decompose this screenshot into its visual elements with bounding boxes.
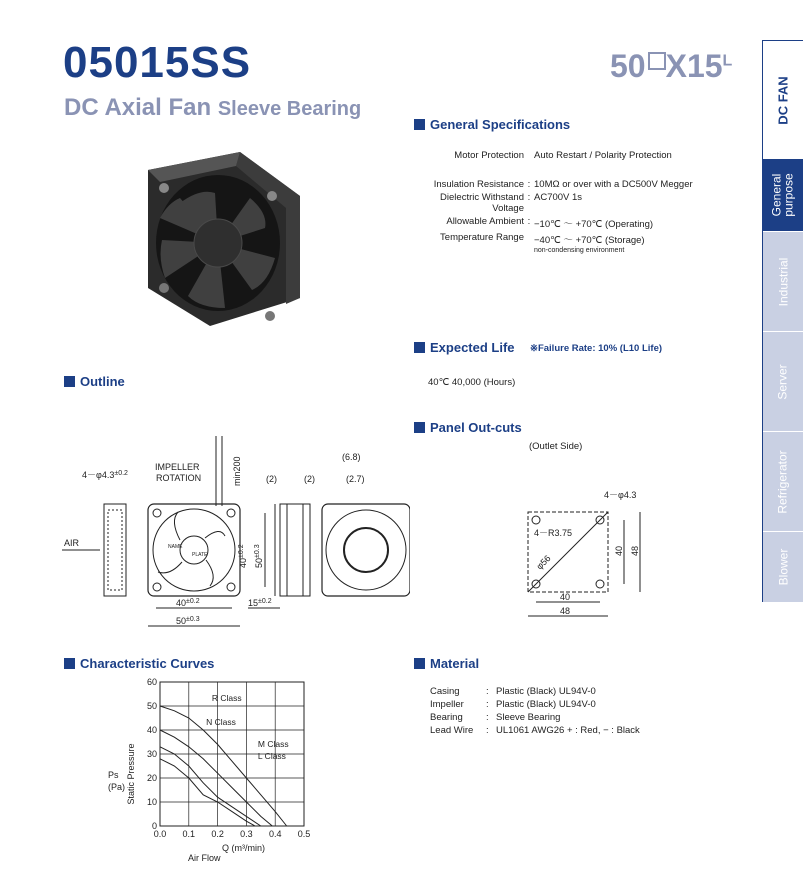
- x-tick-label: 0.4: [268, 829, 282, 839]
- x-tick-label: 0.3: [240, 829, 253, 839]
- panel-side-label: (Outlet Side): [529, 441, 583, 452]
- fan-product-image: [140, 148, 310, 338]
- panel-40v-label: 40: [614, 545, 624, 556]
- characteristic-chart: [100, 674, 340, 874]
- panel-hole-label: 4－φ4.3: [604, 490, 637, 500]
- product-type: DC Axial Fan: [64, 94, 212, 121]
- category-sidebar: [762, 40, 803, 602]
- general-spec-heading: General Specifications: [414, 117, 570, 132]
- dim-2b-label: (2): [304, 474, 315, 484]
- y-tick-label: 10: [146, 797, 157, 807]
- material-row: Casing : Plastic (Black) UL94V-0: [430, 686, 596, 697]
- tab-blower[interactable]: Blower: [763, 531, 803, 602]
- chart-xlabel: Q (m³/min): [222, 843, 265, 853]
- dim-68-label: (6.8): [342, 452, 361, 462]
- name-label: NAME: [168, 544, 183, 550]
- chart-pa: (Pa): [108, 782, 126, 792]
- expected-life-value: 40℃ 40,000 (Hours): [428, 377, 516, 388]
- dim-40v-label: $40^{\pm 0.2}$: [238, 544, 248, 568]
- dim-15-label: $15^{\pm 0.2}$: [248, 598, 272, 608]
- x-tick-label: 0.2: [211, 829, 224, 839]
- y-tick-label: 0: [151, 821, 157, 831]
- size-depth: X15: [665, 48, 723, 84]
- panel-outcut-drawing: [500, 484, 660, 624]
- material-table: [430, 686, 640, 736]
- dim-50v-label: $50^{\pm 0.3}$: [254, 544, 264, 568]
- y-tick-label: 40: [146, 725, 157, 735]
- square-icon: [648, 52, 666, 70]
- series-line-3: [160, 759, 255, 826]
- rotation-label: ROTATION: [156, 473, 202, 483]
- tab-server[interactable]: Server: [763, 331, 803, 432]
- tab-industrial[interactable]: Industrial: [763, 231, 803, 332]
- panel-48h-label: 48: [560, 606, 571, 616]
- tab-general-purpose[interactable]: General purpose: [763, 159, 803, 231]
- series-line-2: [160, 747, 261, 826]
- size-width: 50: [610, 48, 646, 84]
- chart-ps: Ps: [108, 770, 119, 780]
- outline-heading: Outline: [64, 374, 125, 389]
- x-tick-label: 0.1: [182, 829, 196, 839]
- impeller-label: IMPELLER: [155, 462, 200, 472]
- chart-xsub: Air Flow: [188, 853, 221, 863]
- chart-series: [160, 693, 289, 826]
- series-label-3: L Class: [257, 750, 286, 761]
- expected-life-note: ※Failure Rate: 10% (L10 Life): [530, 343, 663, 354]
- size-label: [610, 48, 732, 85]
- y-tick-label: 60: [146, 677, 157, 687]
- curves-heading: Characteristic Curves: [64, 656, 214, 671]
- tab-refrigerator[interactable]: Refrigerator: [763, 431, 803, 532]
- spec-row: Motor Protection Auto Restart / Polarity Protection: [454, 150, 672, 161]
- bearing-type: Sleeve Bearing: [217, 98, 362, 120]
- spec-row: Temperature Range −40℃ ～ +70℃ (Storage): [440, 232, 645, 246]
- air-label: AIR: [64, 538, 80, 548]
- panel-40h-label: 40: [560, 592, 571, 602]
- material-row: Bearing : Sleeve Bearing: [430, 712, 561, 723]
- spec-note: non-condensing environment: [534, 247, 625, 254]
- outline-drawing: [60, 436, 410, 636]
- series-label-1: N Class: [206, 717, 236, 728]
- panel-phi-label: φ56: [534, 553, 553, 572]
- series-label-2: M Class: [257, 738, 289, 749]
- panel-outcuts-heading: Panel Out-cuts: [414, 420, 522, 435]
- spec-row: Allowable Ambient : −10℃ ～ +70℃ (Operating): [446, 216, 654, 230]
- panel-radius-label: 4－R3.75: [534, 528, 573, 538]
- panel-48v-label: 48: [630, 545, 640, 556]
- size-suffix: L: [722, 52, 733, 70]
- general-spec-table: [414, 150, 693, 254]
- chart-ylabel: Static Pressure: [126, 743, 136, 805]
- material-heading: Material: [414, 656, 479, 671]
- x-tick-label: 0.5: [297, 829, 311, 839]
- min200-label: min200: [232, 456, 242, 486]
- plate-label: PLATE: [192, 552, 208, 558]
- expected-life-heading: Expected Life: [414, 340, 515, 355]
- material-row: Lead Wire : UL1061 AWG26 + : Red, − : Black: [430, 725, 640, 736]
- series-label-0: R Class: [211, 693, 242, 704]
- material-row: Impeller : Plastic (Black) UL94V-0: [430, 699, 596, 710]
- outline-hole-label: $4-\varphi 4.3^{\pm 0.2}$: [82, 470, 128, 480]
- spec-row: Insulation Resistance : 10MΩ or over with a DC500V Megger: [433, 179, 693, 190]
- y-tick-label: 30: [146, 749, 157, 759]
- dim-50-label: $50^{\pm 0.3}$: [176, 616, 200, 626]
- dim-27-label: (2.7): [346, 474, 365, 484]
- dim-2a-label: (2): [266, 474, 277, 484]
- product-title: [64, 94, 361, 122]
- spec-row: Dielectric Withstand Voltage : AC700V 1s: [440, 192, 583, 214]
- y-tick-label: 50: [146, 701, 157, 711]
- x-tick-label: 0.0: [153, 829, 167, 839]
- tab-dc-fan[interactable]: DC FAN: [763, 41, 803, 159]
- y-tick-label: 20: [146, 773, 157, 783]
- dim-40-label: $40^{\pm 0.2}$: [176, 598, 200, 608]
- model-number: 05015SS: [63, 38, 252, 87]
